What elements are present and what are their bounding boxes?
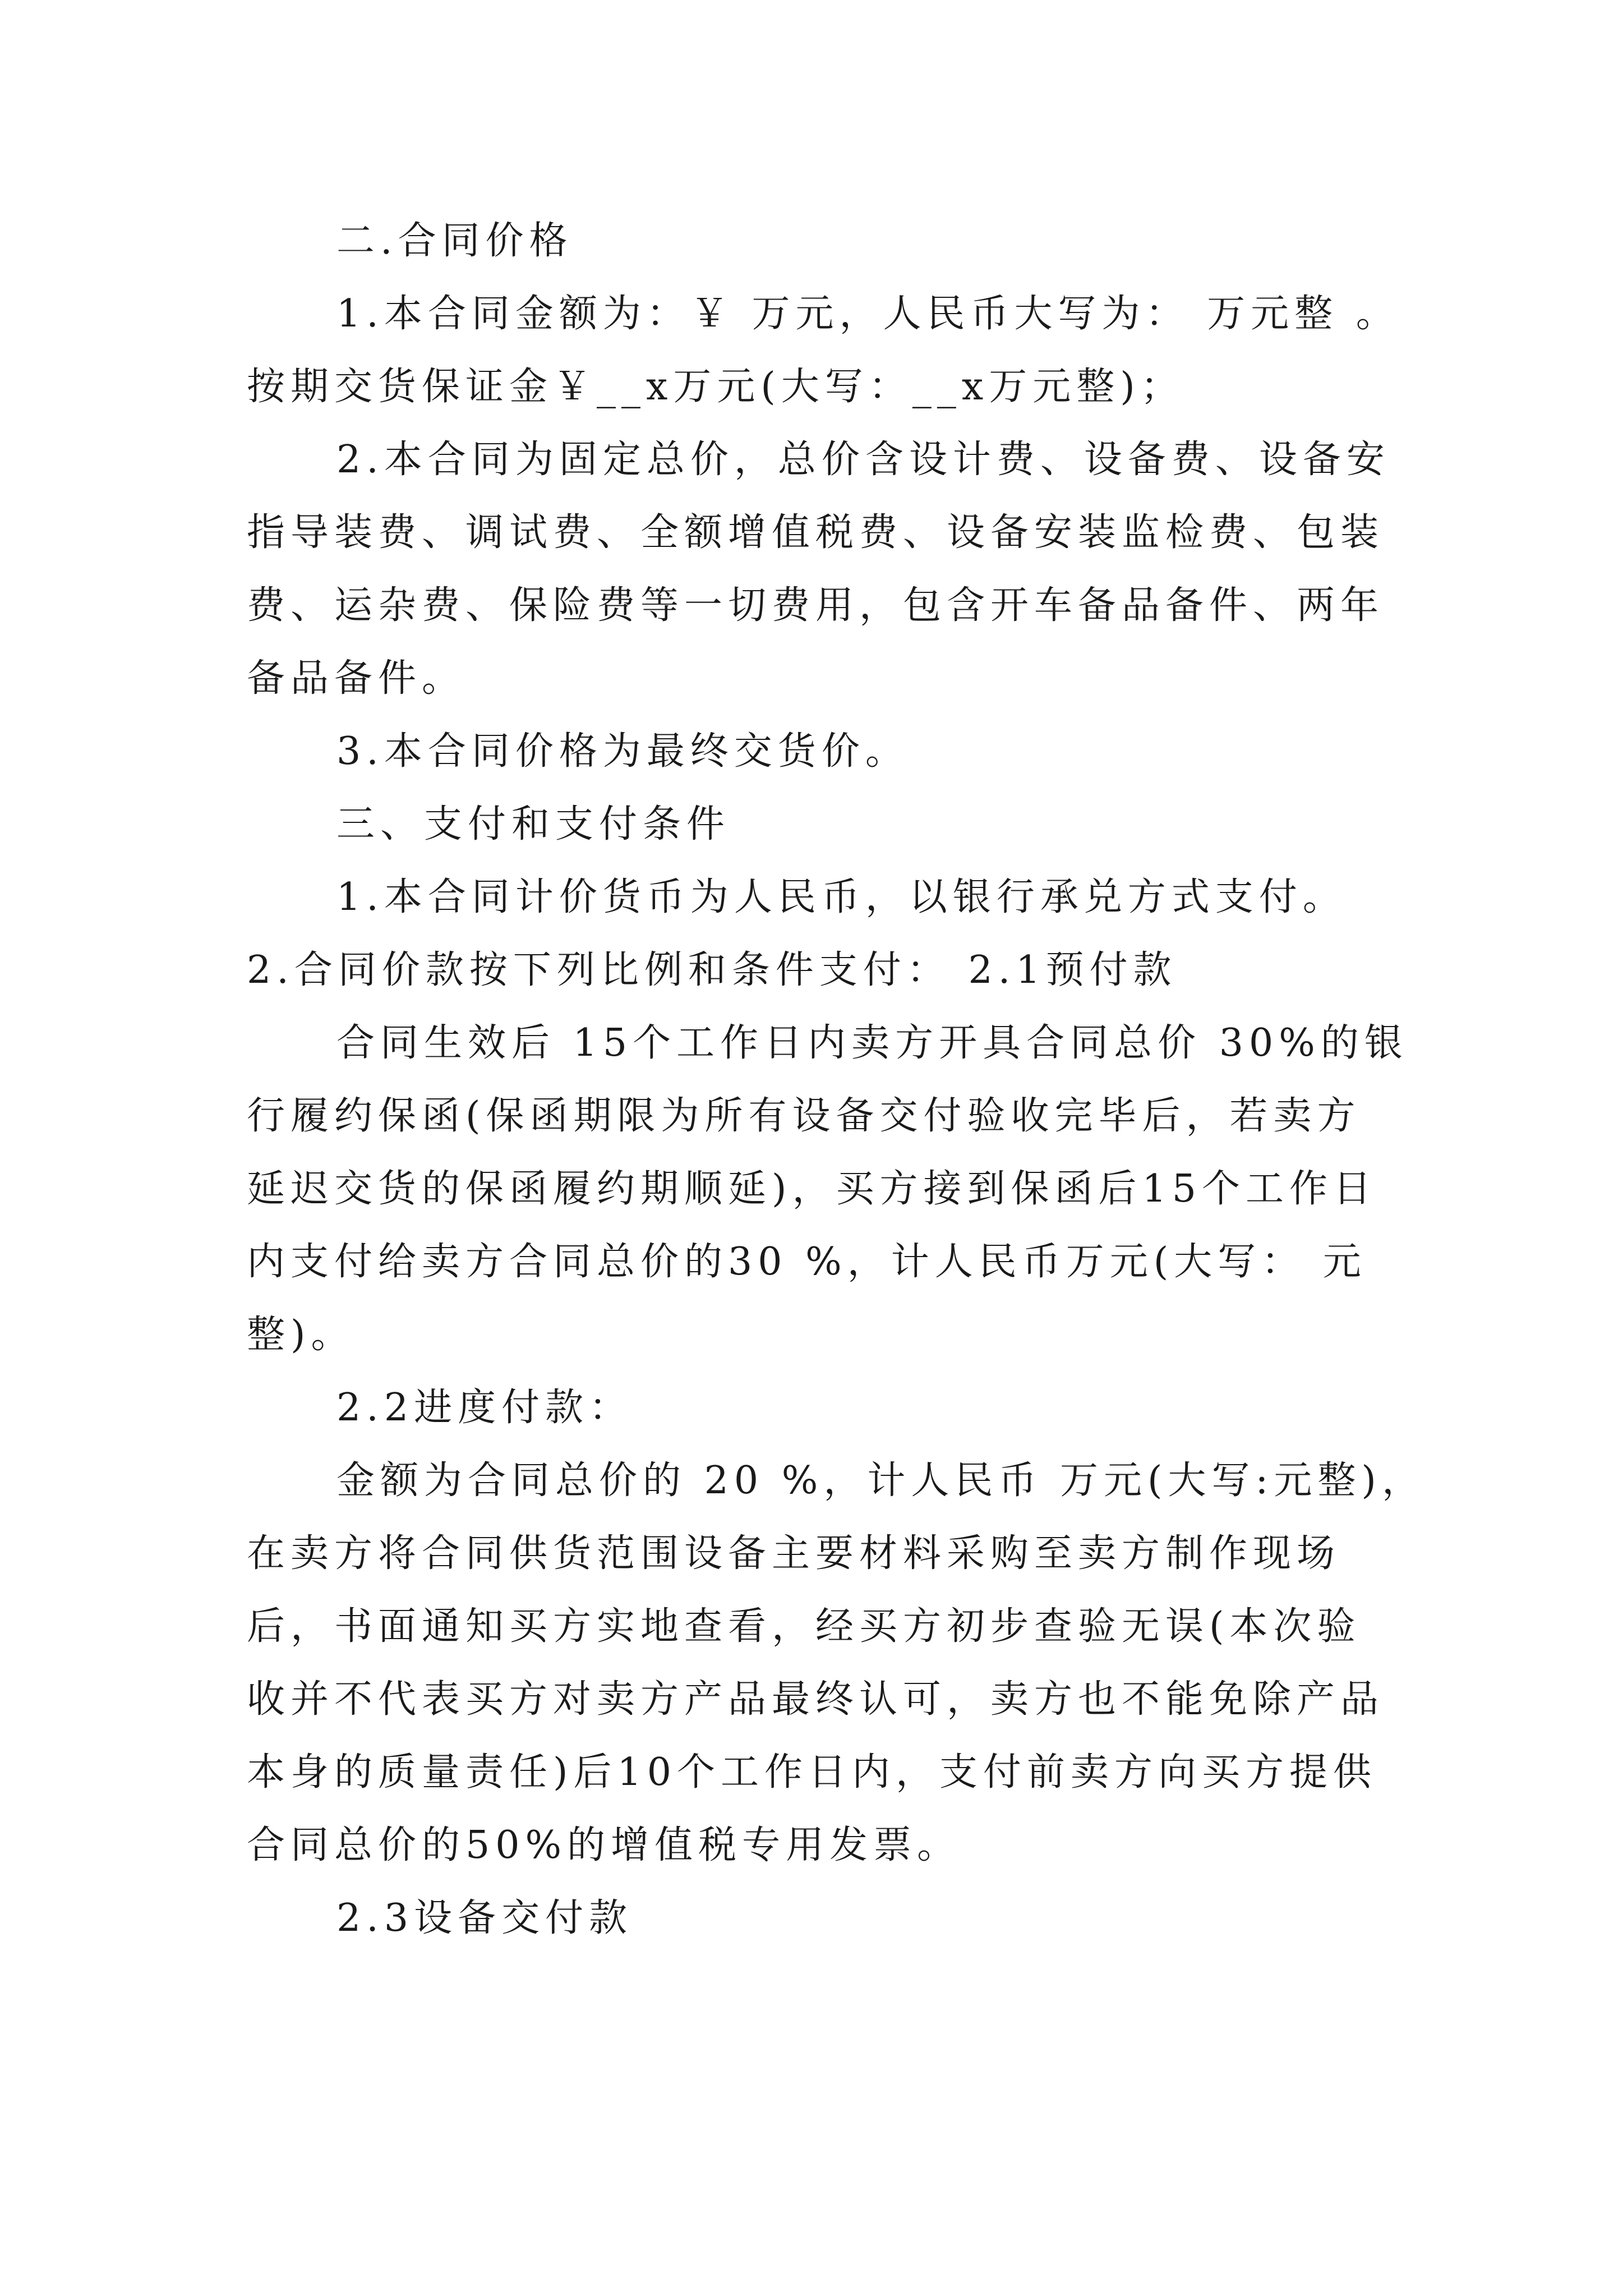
- clause-1-currency: 1.本合同计价货币为人民币，以银行承兑方式支付。: [336, 875, 1347, 919]
- section-heading-payment-terms: 三、支付和支付条件: [336, 802, 731, 846]
- text-line: 内支付给卖方合同总价的30 %，计人民币万元(大写： 元: [247, 1240, 1367, 1284]
- clause-2-3-delivery-payment: 2.3设备交付款: [336, 1896, 633, 1940]
- text-line: 收并不代表买方对卖方产品最终认可，卖方也不能免除产品: [247, 1677, 1385, 1722]
- text-line: 按期交货保证金￥__x万元(大写：__x万元整)；: [247, 365, 1184, 409]
- text-line: 备品备件。: [247, 656, 466, 701]
- text-line: 延迟交货的保函履约期顺延)，买方接到保函后15个工作日: [247, 1167, 1377, 1211]
- text-line: 合同总价的50%的增值税专用发票。: [247, 1823, 961, 1867]
- text-line: 指导装费、调试费、全额增值税费、设备安装监检费、包装: [247, 510, 1385, 555]
- text-line: 本身的质量责任)后10个工作日内，支付前卖方向买方提供: [247, 1750, 1377, 1795]
- clause-2-payment-schedule: 2.合同价款按下列比例和条件支付： 2.1预付款: [247, 948, 1177, 992]
- text-line: 整)。: [247, 1313, 355, 1357]
- text-line: 金额为合同总价的 20 %，计人民币 万元(大写:元整)，: [336, 1458, 1426, 1503]
- text-line: 费、运杂费、保险费等一切费用，包含开车备品备件、两年: [247, 583, 1385, 628]
- clause-2-fixed-total-price: 2.本合同为固定总价，总价含设计费、设备费、设备安: [336, 438, 1390, 482]
- clause-2-1-advance-payment: 合同生效后 15个工作日内卖方开具合同总价 30%的银: [336, 1021, 1408, 1065]
- text-line: 行履约保函(保函期限为所有设备交付验收完毕后，若卖方: [247, 1094, 1361, 1138]
- text-line: 在卖方将合同供货范围设备主要材料采购至卖方制作现场: [247, 1531, 1341, 1576]
- clause-2-2-progress-payment: 2.2进度付款：: [336, 1386, 633, 1430]
- section-heading-contract-price: 二.合同价格: [336, 219, 573, 263]
- clause-3-final-delivery-price: 3.本合同价格为最终交货价。: [336, 729, 909, 774]
- clause-1-contract-amount: 1.本合同金额为：￥ 万元，人民币大写为： 万元整 。: [336, 292, 1400, 336]
- text-line: 后，书面通知买方实地查看，经买方初步查验无误(本次验: [247, 1604, 1361, 1649]
